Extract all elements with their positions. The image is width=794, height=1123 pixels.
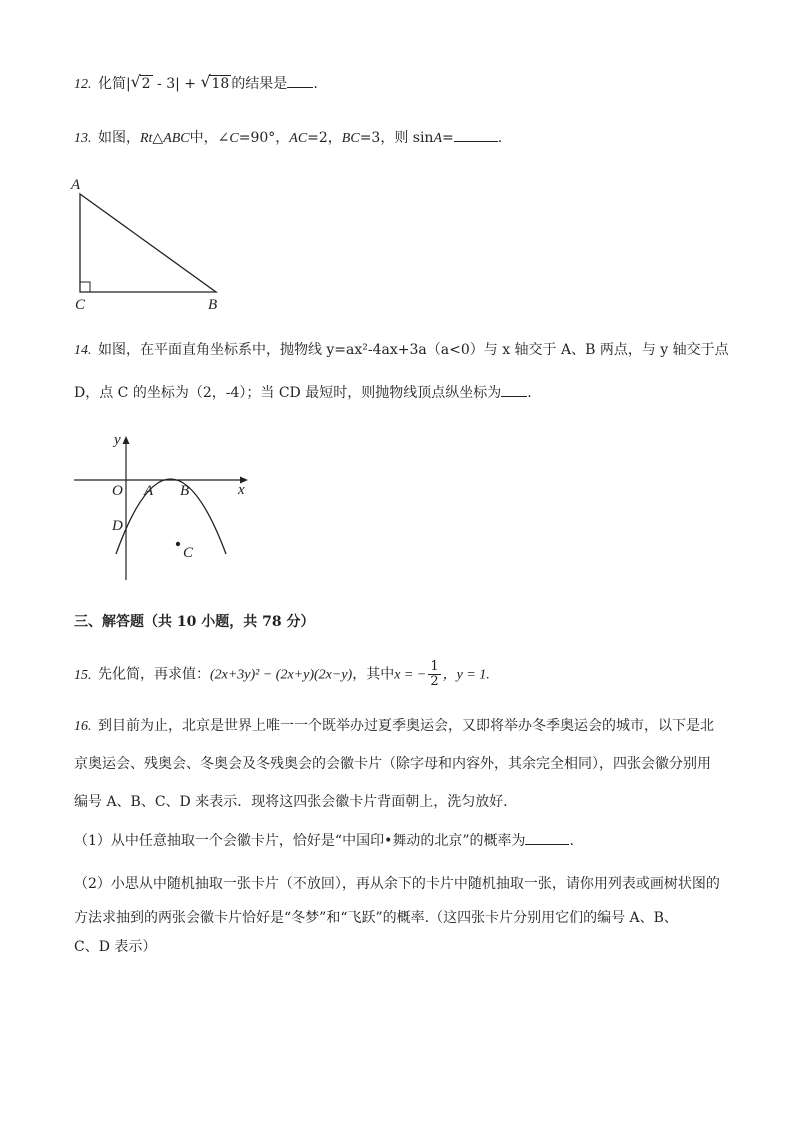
origin-label: O [112,483,123,499]
point-c-dot [176,542,180,546]
question-16-part1: （1）从中任意抽取一个会徽卡片，恰好是“中国印•舞动的北京”的概率为 . [74,833,574,849]
question-number: 16. [74,719,92,734]
expression: (2x+3y)² − (2x+y)(2x−y) [209,667,353,683]
point-label-c: C [183,545,194,561]
point-label-b: B [180,483,190,499]
question-number: 15. [74,667,92,683]
sqrt-18: √ 18 [200,72,230,92]
vertex-label-b: B [208,297,218,312]
answer-blank[interactable] [287,75,313,88]
q12-prefix: 化简| [97,76,131,92]
point-label-d: D [112,518,123,534]
question-16-part2-line3: C、D 表示） [74,939,157,955]
question-13: 13. 如图，Rt△ABC中，∠C=90°，AC=2，BC=3，则 sinA= . [74,130,503,146]
question-16-part2-line2: 方法求抽到的两张会徽卡片恰好是“冬梦”和“飞跃”的概率.（这四张卡片分别用它们的编号 A、B、 [74,910,678,926]
question-12: 12. 化简| √ 2 - 3| + √ 18 的结果是 . [74,72,318,92]
answer-blank[interactable] [501,384,527,397]
q12-middle: - 3| + [152,76,201,92]
section-heading: 三、解答题（共 10 小题，共 78 分） [74,614,315,630]
question-16: 16. 到目前为止，北京是世界上唯一一个既举办过夏季奥运会，又即将举办冬季奥运会的城市，以下是北 [74,718,714,734]
parabola-curve [116,479,226,554]
answer-blank[interactable] [525,832,569,845]
question-16-line2: 京奥运会、残奥会、冬奥会及冬残奥会的会徽卡片（除字母和内容外，其余完全相同），四张会徽分别用 [74,756,711,772]
question-16-line3: 编号 A、B、C、D 来表示．现将这四张会徽卡片背面朝上，洗匀放好． [74,794,518,810]
question-15: 15. 先化简，再求值：(2x+3y)² − (2x+y)(2x−y)，其中x = − $\frac{1}{2}$ ，y = 1. [74,659,490,689]
axis-label-x: x [238,482,245,498]
point-label-a: A [144,483,154,499]
q12-suffix: 的结果是 [231,76,288,92]
parabola-figure [70,428,260,588]
question-14-line2: D，点 C 的坐标为（2，-4）；当 CD 最短时，则抛物线顶点纵坐标为 . [74,385,532,401]
vertex-label-c: C [75,297,86,312]
right-angle-mark [80,282,90,292]
sqrt-2: √ 2 [130,72,151,92]
q14-line1: 如图，在平面直角坐标系中，抛物线 y=ax²-4ax+3a（a<0）与 x 轴交于 A、B 两点，与 y 轴交于点 [97,342,729,358]
triangle-shape [80,194,216,292]
question-number: 12. [74,77,92,92]
fraction-half: $\frac{1}{2}$ [430,659,439,689]
right-triangle-figure [68,172,228,312]
question-16-part2: （2）小思从中随机抽取一张卡片（不放回），再从余下的卡片中随机抽取一张，请你用列表或画树状图的 [74,876,720,892]
y-axis-arrow [123,436,130,444]
vertex-label-a: A [71,177,81,193]
answer-blank[interactable] [454,129,498,142]
question-14 [74,340,729,361]
question-number: 14. [74,343,92,358]
axis-label-y: y [114,432,121,448]
question-number: 13. [74,131,92,146]
